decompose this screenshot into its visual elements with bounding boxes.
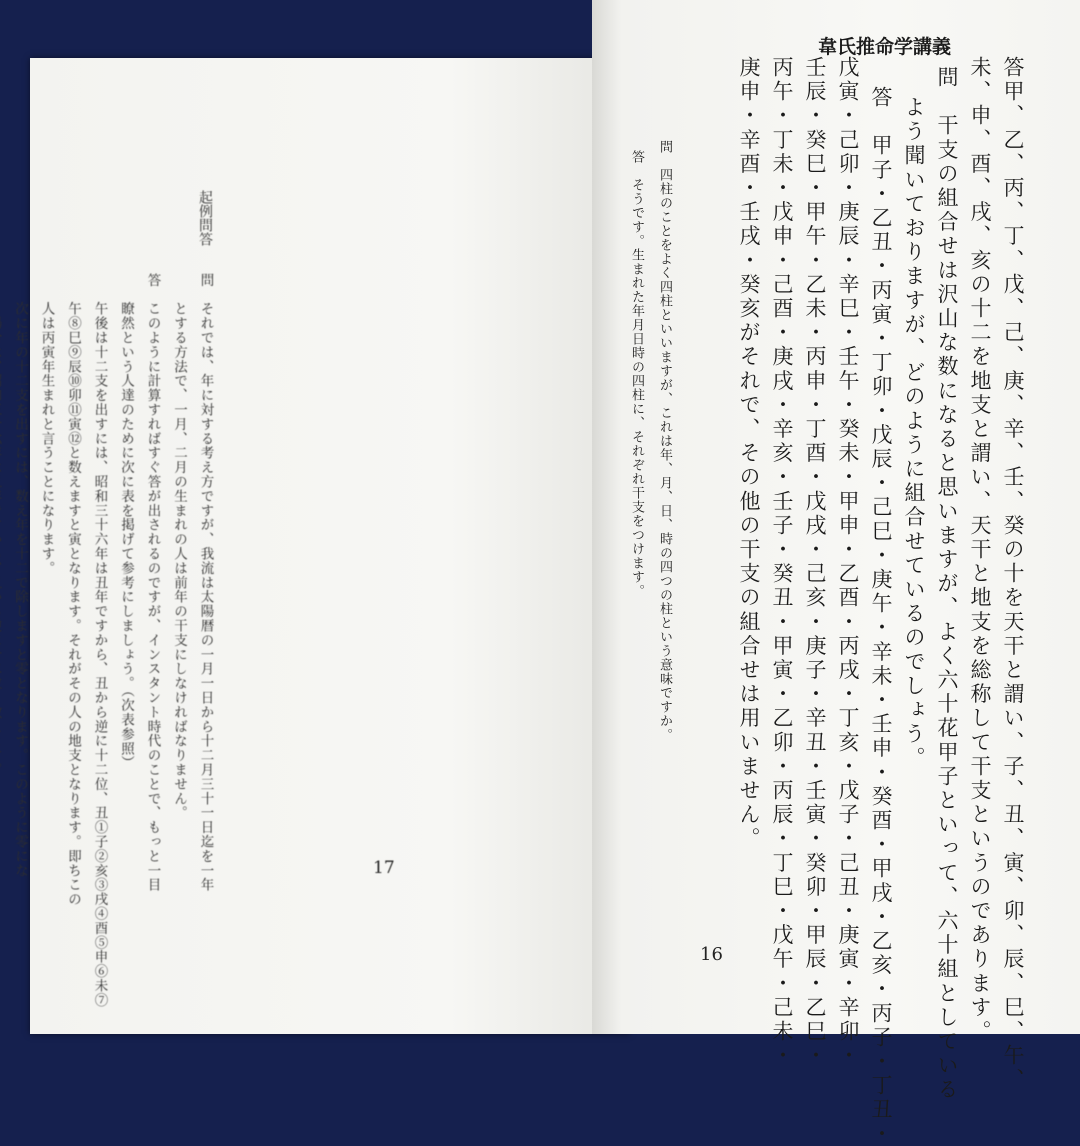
page-number-left: 17 xyxy=(373,858,395,878)
left-column-6: 午⑧巳⑨辰⑩卯⑪寅⑫と数えますと寅となります。それがその人の地支となります。即ちこの xyxy=(65,273,81,907)
right-column-9: 庚申・辛酉・壬戌・癸亥がそれで、その他の干支の組合せは用いません。 xyxy=(737,56,761,852)
right-column-8: 丙午・丁未・戊申・己酉・庚戌・辛亥・壬子・癸丑・甲寅・乙卯・丙辰・丁巳・戊午・己未・ xyxy=(770,56,794,1069)
right-column-10: 問 四柱のことをよく四柱といいますが、これは年、月、日、時の四つの柱という意味ですか。 xyxy=(657,140,672,742)
left-column-7: 人は丙寅年生まれと言うことになります。 xyxy=(38,273,55,576)
left-column-3: 答 このように計算すればすぐ答が出されるのですが、インスタント時代のことで、もっと一目 xyxy=(144,273,161,893)
running-head-right-horizontal: 韋氏推命学講義 xyxy=(818,36,952,58)
right-column-7: 壬辰・癸巳・甲午・乙未・丙申・丁酉・戊戌・己亥・庚子・辛丑・壬寅・癸卯・甲辰・乙巳・ xyxy=(803,56,827,1069)
left-column-4: 瞭然という人達のために次に表を掲げて参考にしましょう。（次表参照） xyxy=(118,273,134,771)
right-column-11: 答 そうです。生まれた年月日時の四柱に、それぞれ干支をつけます。 xyxy=(629,150,644,598)
left-column-8: 次に年の十二支を出すには、数え年を十二で除しますと零となります。このように零にな xyxy=(12,273,28,878)
right-column-1: 答甲、乙、丙、丁、戊、己、庚、辛、壬、癸の十を天干と謂い、子、丑、寅、卯、辰、巳、午、 xyxy=(1001,56,1025,1093)
page-number-right: 16 xyxy=(700,944,723,965)
left-column-5: 午後は十二支を出すには、昭和三十六年は丑年ですから、丑から逆に十二位、丑①子②亥③戌④酉⑤申⑥未⑦ xyxy=(91,273,108,1008)
right-column-2: 未、申、酉、戌、亥の十二を地支と謂い、天干と地支を総称して干支というのであります。 xyxy=(968,56,992,1045)
left-page xyxy=(12,58,630,1034)
right-page xyxy=(592,0,1080,1146)
left-column-1: 問 それでは、年に対する考え方ですが、我流は太陽暦の一月一日から十二月三十一日迄を一年 xyxy=(197,273,214,893)
right-column-5: 答 甲子・乙丑・丙寅・丁卯・戊辰・己巳・庚午・辛未・壬申・癸酉・甲戌・乙亥・丙子・丁丑・ xyxy=(869,86,893,1146)
running-head-left: 起例問答 xyxy=(197,190,213,246)
left-column-2: とする方法で、一月、二月の生まれの人は前年の干支にしなければなりません。 xyxy=(171,273,187,821)
right-column-3: 問 干支の組合せは沢山な数になると思いますが、よく六十花甲子といって、六十組としている xyxy=(935,66,959,1103)
right-column-6: 戊寅・己卯・庚辰・辛巳・壬午・癸未・甲申・乙酉・丙戌・丁亥・戊子・己丑・庚寅・辛卯・ xyxy=(836,56,860,1069)
right-column-4: よう聞いておりますが、どのように組合せているのでしょう。 xyxy=(902,96,926,771)
